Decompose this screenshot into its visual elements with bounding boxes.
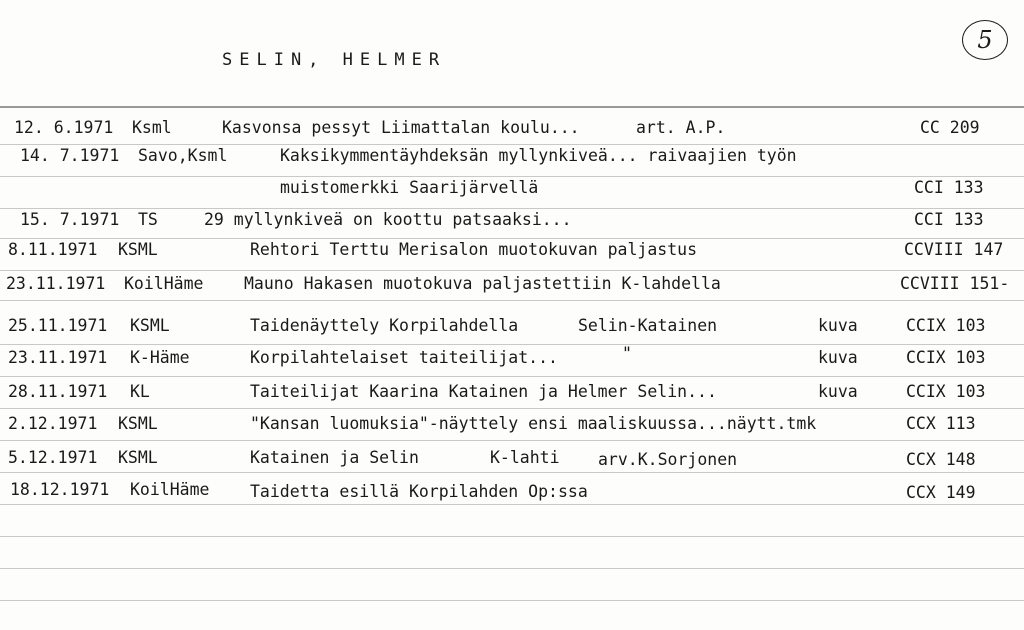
- entry-ref: CCIX 103: [906, 382, 986, 401]
- entry-ref: CCX 148: [906, 450, 976, 469]
- entry-source: KSML: [118, 448, 158, 467]
- entry-reviewer: arv.K.Sorjonen: [598, 450, 738, 469]
- entry-ref: CCI 133: [914, 210, 984, 229]
- entry-ref: CCIX 103: [906, 348, 986, 367]
- ruled-line: [0, 600, 1024, 601]
- entry-extra: K-lahti: [490, 448, 560, 467]
- entry-date: 12. 6.1971: [14, 118, 114, 137]
- entry-ref: CC 209: [920, 118, 980, 137]
- entry-date: 28.11.1971: [8, 382, 108, 401]
- entry-ref: CCIX 103: [906, 316, 986, 335]
- ruled-line: [0, 408, 1024, 409]
- entry-title: Katainen ja Selin: [250, 448, 419, 467]
- entry-ref: CCVIII 151-: [900, 274, 1010, 293]
- ruled-line: [0, 344, 1024, 345]
- ruled-line: [0, 270, 1024, 271]
- entry-source: Ksml: [132, 118, 172, 137]
- entry-kind: kuva: [818, 316, 858, 335]
- ruled-line: [0, 238, 1024, 239]
- entry-title: Korpilahtelaiset taiteilijat...: [250, 348, 558, 367]
- entry-source: KoilHäme: [130, 480, 210, 499]
- entry-title: Taidenäyttely Korpilahdella: [250, 316, 519, 335]
- entry-source: Savo,Ksml: [138, 146, 228, 165]
- page-number-circle: 5: [962, 20, 1008, 60]
- entry-date: 23.11.1971: [6, 274, 106, 293]
- card-heading: SELIN, HELMER: [222, 50, 447, 70]
- entry-title: Taiteilijat Kaarina Katainen ja Helmer Selin...: [250, 382, 717, 401]
- ruled-line: [0, 504, 1024, 505]
- ruled-line: [0, 376, 1024, 377]
- ruled-line: [0, 568, 1024, 569]
- entry-date: 25.11.1971: [8, 316, 108, 335]
- ruled-line: [0, 208, 1024, 209]
- entry-source: KSML: [118, 414, 158, 433]
- entry-title: "Kansan luomuksia"-näyttely ensi maaliskuussa...näytt.tmk: [250, 414, 817, 433]
- entry-source: K-Häme: [130, 348, 190, 367]
- entry-kind: kuva: [818, 348, 858, 367]
- entry-date: 18.12.1971: [10, 480, 110, 499]
- ruled-line: [0, 536, 1024, 537]
- entry-title-continued: muistomerkki Saarijärvellä: [280, 178, 539, 197]
- entry-source: KL: [130, 382, 150, 401]
- entry-date: 14. 7.1971: [20, 146, 120, 165]
- entry-ref: CCVIII 147: [904, 240, 1004, 259]
- entry-title: 29 myllynkiveä on koottu patsaaksi...: [204, 210, 572, 229]
- ruled-line: [0, 144, 1024, 145]
- entry-source: KSML: [118, 240, 158, 259]
- entry-title: Mauno Hakasen muotokuva paljastettiin K-lahdella: [244, 274, 721, 293]
- entry-title: Rehtori Terttu Merisalon muotokuvan paljastus: [250, 240, 698, 259]
- entry-source: KSML: [130, 316, 170, 335]
- entry-ref: CCX 149: [906, 483, 976, 502]
- entry-date: 5.12.1971: [8, 448, 98, 467]
- entry-source: TS: [138, 210, 158, 229]
- entry-extra: Selin-Katainen: [578, 316, 718, 335]
- entry-extra: art. A.P.: [636, 118, 726, 137]
- entry-ref: CCX 113: [906, 414, 976, 433]
- entry-title: Taidetta esillä Korpilahden Op:ssa: [250, 482, 588, 501]
- ruled-line: [0, 440, 1024, 441]
- entry-source: KoilHäme: [124, 274, 204, 293]
- ruled-line: [0, 472, 1024, 473]
- ruled-line: [0, 300, 1024, 301]
- entry-date: 2.12.1971: [8, 414, 98, 433]
- entry-title: Kasvonsa pessyt Liimattalan koulu...: [222, 118, 580, 137]
- entry-date: 8.11.1971: [8, 240, 98, 259]
- entry-ref: CCI 133: [914, 178, 984, 197]
- entry-date: 23.11.1971: [8, 348, 108, 367]
- ruled-line: [0, 106, 1024, 108]
- entry-title: Kaksikymmentäyhdeksän myllynkiveä... raivaajien työn: [280, 146, 797, 165]
- entry-date: 15. 7.1971: [20, 210, 120, 229]
- ruled-line: [0, 176, 1024, 177]
- entry-kind: kuva: [818, 382, 858, 401]
- entry-ditto-mark: ": [622, 344, 632, 363]
